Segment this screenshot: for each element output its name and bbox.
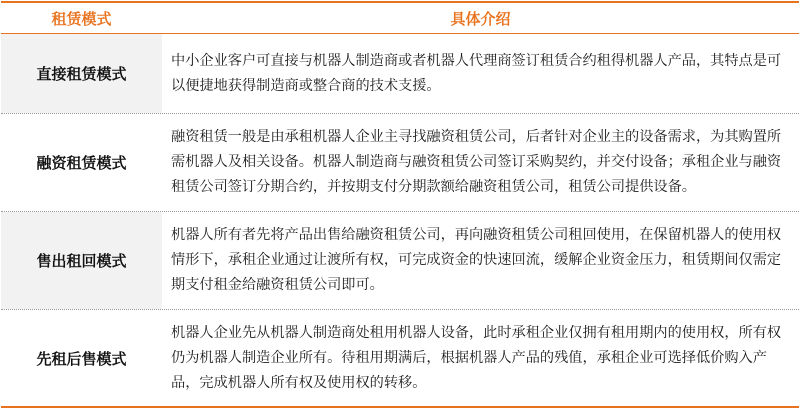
row-description-text: 中小企业客户可直接与机器人制造商或者机器人代理商签订租赁合约租得机器人产品，其特点是可以便捷地获得制造商或整合商的技术支援。 [171, 52, 782, 94]
table-row [1, 212, 799, 310]
row-mode-label: 售出租回模式 [1, 212, 162, 309]
table-row [1, 34, 799, 114]
row-mode-label: 先租后售模式 [36, 350, 127, 368]
header-description: 具体介绍 [450, 9, 511, 28]
row-description-text: 机器人企业先从机器人制造商处租用机器人设备，此时承租企业仅拥有租用期内的使用权，所有权仍为机器人制造企业所有。待租用期满后，根据机器人产品的残值，承租企业可选择低价购入产品，完成机器人所有权及使用权的转移。 [171, 325, 782, 391]
row-description [162, 310, 799, 407]
table-row [1, 114, 799, 212]
table-row [1, 310, 799, 407]
row-description-text: 机器人所有者先将产品出售给融资租赁公司，再向融资租赁公司租回使用，在保留机器人的使用权情形下，承租企业通过让渡所有权，可完成资金的快速回流，缓解企业资金压力，租赁期间仅需定期支付租金给融资租赁公司即可。 [171, 227, 782, 293]
table-header [1, 3, 799, 34]
row-description [162, 212, 799, 309]
row-description-text: 融资租赁一般是由承租机器人企业主寻找融资租赁公司，后者针对企业主的设备需求，为其购置所需机器人及相关设备。机器人制造商与融资租赁公司签订采购契约，并交付设备；承租企业与融资租赁公司签订分期合约，并按期支付分期款额给融资租赁公司，租赁公司提供设备。 [171, 129, 782, 195]
header-mode: 租赁模式 [51, 9, 112, 28]
row-mode-label: 直接租赁模式 [1, 34, 162, 113]
row-description [162, 114, 799, 211]
row-mode-label: 融资租赁模式 [36, 154, 127, 172]
row-description [162, 34, 799, 113]
leasing-modes-table [1, 1, 799, 408]
